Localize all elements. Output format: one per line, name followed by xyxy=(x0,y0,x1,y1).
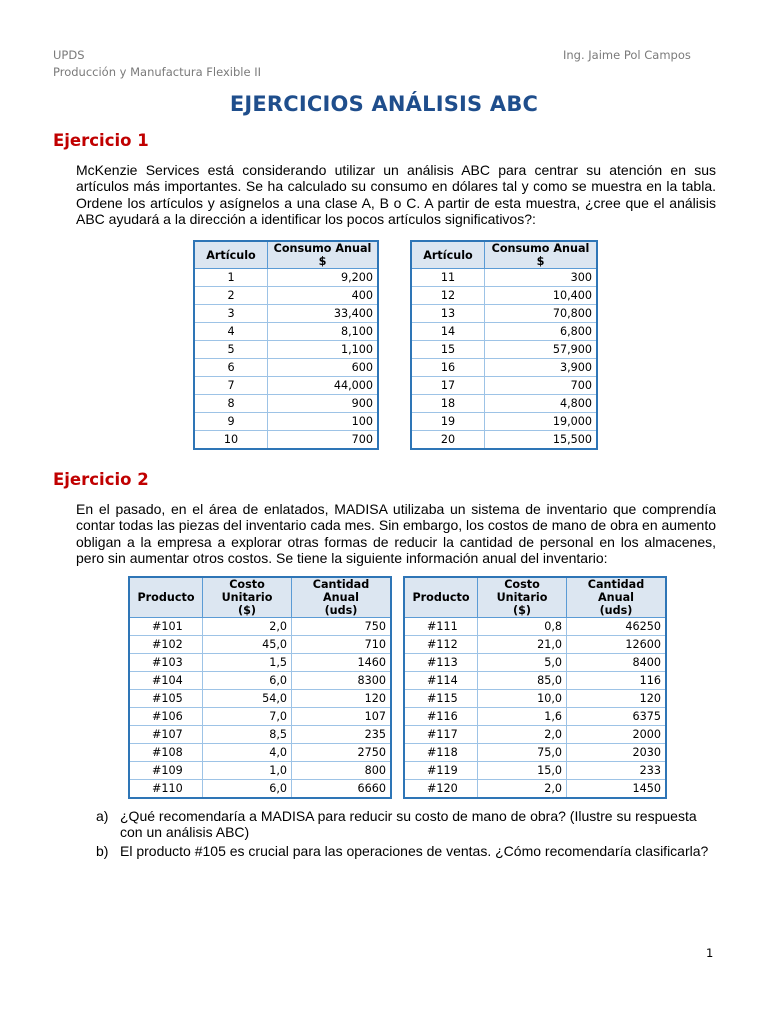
table-cell: 116 xyxy=(567,672,667,690)
table-cell: 15,500 xyxy=(485,431,598,450)
table-cell: #120 xyxy=(404,780,478,799)
table-cell: 54,0 xyxy=(203,690,292,708)
table-row xyxy=(194,341,378,359)
table-row xyxy=(129,780,391,799)
table-row xyxy=(194,287,378,305)
ex2-text: En el pasado, en el área de enlatados, MADISA utilizaba un sistema de inventario que comprendía contar todas las piezas del inventario cada mes. Sin embargo, los costos de mano de obra en aumento obligan a la empresa a explorar otras formas de reducir la cantidad de personal en los almacenes, pero sin aumentar otros costos. Se tiene la siguiente información anual del inventario: xyxy=(76,501,716,567)
table-cell: #112 xyxy=(404,636,478,654)
table-cell: 2 xyxy=(194,287,268,305)
table-cell: 700 xyxy=(485,377,598,395)
table-row xyxy=(411,323,597,341)
table-cell: 20 xyxy=(411,431,485,450)
table-cell: #103 xyxy=(129,654,203,672)
table-cell: 1,0 xyxy=(203,762,292,780)
col-header-consumo: Consumo Anual $ xyxy=(485,241,598,269)
col-header-costo-line1: Costo Unitario xyxy=(496,578,548,604)
table-cell: 700 xyxy=(268,431,379,450)
table-cell: #113 xyxy=(404,654,478,672)
table-cell: #109 xyxy=(129,762,203,780)
table-cell: 8,5 xyxy=(203,726,292,744)
table-cell: 2,0 xyxy=(478,726,567,744)
table-row xyxy=(194,269,378,287)
table-row xyxy=(404,672,666,690)
table-cell: 8,100 xyxy=(268,323,379,341)
table-cell: 2,0 xyxy=(203,618,292,636)
ex1-table-left xyxy=(193,240,379,450)
table-cell: #107 xyxy=(129,726,203,744)
table-cell: 4,0 xyxy=(203,744,292,762)
table-cell: 1,5 xyxy=(203,654,292,672)
table-cell: #101 xyxy=(129,618,203,636)
table-cell: 900 xyxy=(268,395,379,413)
table-cell: 710 xyxy=(292,636,392,654)
table-cell: 233 xyxy=(567,762,667,780)
table-row xyxy=(129,744,391,762)
table-cell: #115 xyxy=(404,690,478,708)
header-course: Producción y Manufactura Flexible II xyxy=(53,65,261,79)
col-header-costo-line2: ($) xyxy=(237,604,256,617)
question-marker: a) xyxy=(96,808,109,824)
table-cell: 19 xyxy=(411,413,485,431)
table-row xyxy=(411,395,597,413)
col-header-cantidad xyxy=(292,577,392,618)
col-header-costo-line1: Costo Unitario xyxy=(221,578,273,604)
table-cell: 2,0 xyxy=(478,780,567,799)
table-row xyxy=(411,287,597,305)
table-cell: 2030 xyxy=(567,744,667,762)
table-row xyxy=(404,690,666,708)
table-row xyxy=(129,672,391,690)
table-cell: 120 xyxy=(292,690,392,708)
table-cell: 1450 xyxy=(567,780,667,799)
col-header-costo-line2: ($) xyxy=(512,604,531,617)
question-a xyxy=(96,808,721,841)
table-cell: 1 xyxy=(194,269,268,287)
col-header-costo xyxy=(203,577,292,618)
ex2-table-left xyxy=(128,576,392,799)
table-cell: 6,800 xyxy=(485,323,598,341)
ex2-table-right xyxy=(403,576,667,799)
table-row xyxy=(194,413,378,431)
table-cell: 6,0 xyxy=(203,780,292,799)
table-cell: 21,0 xyxy=(478,636,567,654)
table-cell: 5,0 xyxy=(478,654,567,672)
table-cell: 1,100 xyxy=(268,341,379,359)
table-cell: 107 xyxy=(292,708,392,726)
table-row xyxy=(129,762,391,780)
table-cell: #108 xyxy=(129,744,203,762)
table-cell: 4,800 xyxy=(485,395,598,413)
table-cell: 6,0 xyxy=(203,672,292,690)
table-row xyxy=(404,780,666,799)
table-cell: 100 xyxy=(268,413,379,431)
table-cell: 18 xyxy=(411,395,485,413)
table-cell: 6660 xyxy=(292,780,392,799)
col-header-cantidad-line1: Cantidad Anual xyxy=(587,578,645,604)
page-number: 1 xyxy=(706,946,714,960)
table-row xyxy=(194,395,378,413)
col-header-producto: Producto xyxy=(129,577,203,618)
table-cell: 75,0 xyxy=(478,744,567,762)
table-cell: 400 xyxy=(268,287,379,305)
table-row xyxy=(194,323,378,341)
table-cell: 6375 xyxy=(567,708,667,726)
table-row xyxy=(129,654,391,672)
table-cell: 8 xyxy=(194,395,268,413)
table-cell: 1460 xyxy=(292,654,392,672)
page-title: EJERCICIOS ANÁLISIS ABC xyxy=(229,92,539,116)
col-header-consumo: Consumo Anual $ xyxy=(268,241,379,269)
table-cell: #106 xyxy=(129,708,203,726)
table-cell: 7,0 xyxy=(203,708,292,726)
ex2-heading: Ejercicio 2 xyxy=(53,470,149,489)
question-marker: b) xyxy=(96,842,109,859)
table-row xyxy=(194,359,378,377)
table-cell: 46250 xyxy=(567,618,667,636)
table-cell: #117 xyxy=(404,726,478,744)
table-row xyxy=(404,762,666,780)
table-cell: #111 xyxy=(404,618,478,636)
table-row xyxy=(404,726,666,744)
table-cell: 70,800 xyxy=(485,305,598,323)
table-row xyxy=(411,413,597,431)
table-row xyxy=(411,305,597,323)
table-cell: 33,400 xyxy=(268,305,379,323)
table-cell: #105 xyxy=(129,690,203,708)
table-cell: 13 xyxy=(411,305,485,323)
col-header-costo xyxy=(478,577,567,618)
table-cell: 2000 xyxy=(567,726,667,744)
table-cell: 1,6 xyxy=(478,708,567,726)
table-cell: 120 xyxy=(567,690,667,708)
table-cell: 10,0 xyxy=(478,690,567,708)
table-cell: 5 xyxy=(194,341,268,359)
table-cell: 8300 xyxy=(292,672,392,690)
question-text: El producto #105 es crucial para las operaciones de ventas. ¿Cómo recomendaría clasificarla? xyxy=(120,842,709,859)
question-text: ¿Qué recomendaría a MADISA para reducir su costo de mano de obra? (Ilustre su respuesta con un análisis ABC) xyxy=(120,808,697,841)
table-row xyxy=(404,618,666,636)
table-cell: 6 xyxy=(194,359,268,377)
table-row xyxy=(194,431,378,450)
table-cell: 0,8 xyxy=(478,618,567,636)
col-header-producto: Producto xyxy=(404,577,478,618)
table-cell: 45,0 xyxy=(203,636,292,654)
table-row xyxy=(411,359,597,377)
header-author: Ing. Jaime Pol Campos xyxy=(563,48,691,62)
table-cell: #102 xyxy=(129,636,203,654)
table-cell: 85,0 xyxy=(478,672,567,690)
table-cell: 10 xyxy=(194,431,268,450)
table-row xyxy=(404,744,666,762)
table-cell: #119 xyxy=(404,762,478,780)
question-b xyxy=(96,843,721,859)
table-row xyxy=(411,377,597,395)
table-cell: 57,900 xyxy=(485,341,598,359)
table-row xyxy=(411,341,597,359)
table-cell: 3 xyxy=(194,305,268,323)
table-cell: 15,0 xyxy=(478,762,567,780)
table-row xyxy=(404,654,666,672)
table-cell: 15 xyxy=(411,341,485,359)
table-cell: #110 xyxy=(129,780,203,799)
table-row xyxy=(129,726,391,744)
table-cell: 235 xyxy=(292,726,392,744)
table-cell: #104 xyxy=(129,672,203,690)
table-cell: 3,900 xyxy=(485,359,598,377)
table-row xyxy=(404,636,666,654)
table-cell: 19,000 xyxy=(485,413,598,431)
table-row xyxy=(194,305,378,323)
table-cell: 600 xyxy=(268,359,379,377)
col-header-cantidad-line2: (uds) xyxy=(324,604,358,617)
ex2-questions xyxy=(96,808,721,861)
table-cell: 9 xyxy=(194,413,268,431)
col-header-cantidad-line2: (uds) xyxy=(599,604,633,617)
table-cell: #118 xyxy=(404,744,478,762)
table-cell: 12600 xyxy=(567,636,667,654)
table-cell: 44,000 xyxy=(268,377,379,395)
table-cell: 7 xyxy=(194,377,268,395)
table-row xyxy=(194,377,378,395)
table-cell: 750 xyxy=(292,618,392,636)
col-header-article: Artículo xyxy=(411,241,485,269)
table-row xyxy=(129,636,391,654)
table-row xyxy=(411,431,597,450)
header-school: UPDS xyxy=(53,48,85,62)
ex1-table-right xyxy=(410,240,598,450)
col-header-cantidad-line1: Cantidad Anual xyxy=(312,578,370,604)
table-cell: 2750 xyxy=(292,744,392,762)
table-row xyxy=(404,708,666,726)
table-row xyxy=(411,269,597,287)
table-cell: #114 xyxy=(404,672,478,690)
table-cell: 9,200 xyxy=(268,269,379,287)
table-cell: #116 xyxy=(404,708,478,726)
table-row xyxy=(129,690,391,708)
table-cell: 17 xyxy=(411,377,485,395)
table-cell: 8400 xyxy=(567,654,667,672)
table-cell: 10,400 xyxy=(485,287,598,305)
table-cell: 16 xyxy=(411,359,485,377)
table-cell: 14 xyxy=(411,323,485,341)
ex1-heading: Ejercicio 1 xyxy=(53,131,149,150)
table-cell: 300 xyxy=(485,269,598,287)
col-header-cantidad xyxy=(567,577,667,618)
table-cell: 11 xyxy=(411,269,485,287)
ex1-text: McKenzie Services está considerando utilizar un análisis ABC para centrar su atención en sus artículos más importantes. Se ha calculado su consumo en dólares tal y como se muestra en la tabla. Ordene los artículos y asígnelos a una clase A, B o C. A partir de esta muestra, ¿cree que el análisis ABC ayudará a la dirección a identificar los pocos artículos significativos?: xyxy=(76,162,716,228)
table-cell: 12 xyxy=(411,287,485,305)
table-cell: 800 xyxy=(292,762,392,780)
table-row xyxy=(129,708,391,726)
col-header-article: Artículo xyxy=(194,241,268,269)
table-row xyxy=(129,618,391,636)
table-cell: 4 xyxy=(194,323,268,341)
